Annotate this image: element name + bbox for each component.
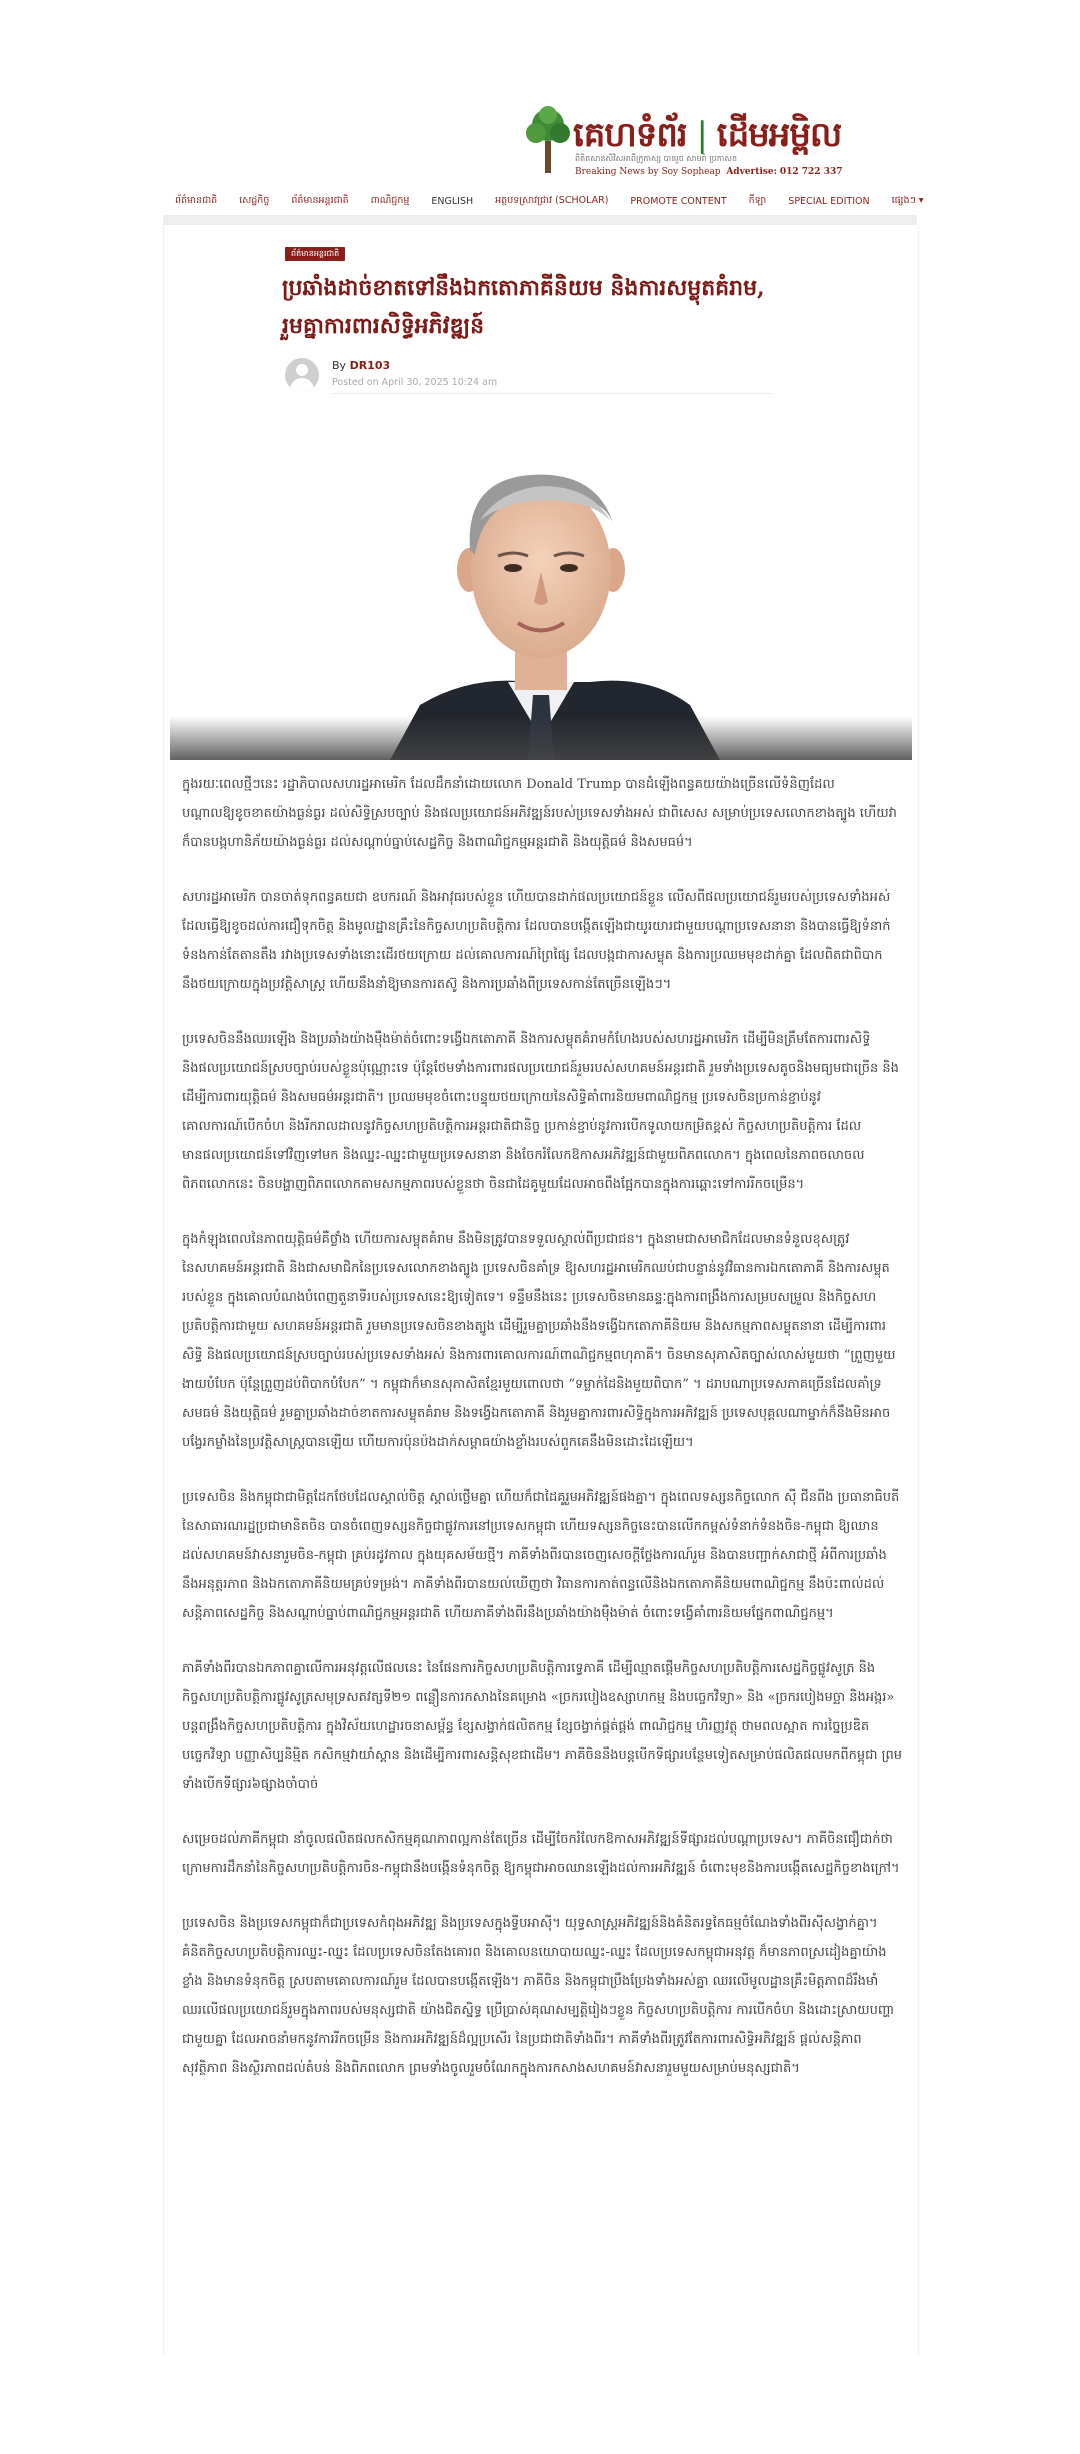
article-paragraph: ភាគីទាំងពីរបានឯកភាពគ្នាលើការអនុវត្តលើផលនេះ នៃផែនការកិច្ចសហប្រតិបត្តិការទ្វេភាគី ដើម្បីឈ្មាតផ្ដើមកិច្ចសហប្រតិបត្តិការសេដ្ឋកិច្ចផ្លូវសូត្រ និងកិច្ចសហប្រតិបត្តិការផ្លូវសូត្រសមុទ្រសតវត្សទី២១ ពន្លឿនការកសាងនៃគម្រោង «ច្រករបៀងឧស្សាហកម្ម និងបច្ចេកវិទ្យា» និង «ច្រករបៀងមច្ឆា និងអង្ករ» បន្តពង្រឹងកិច្ចសហប្រតិបត្តិការ ក្នុងវិស័យហេដ្ឋារចនាសម្ព័ន្ធ ខ្សែសង្វាក់ផលិតកម្ម ខ្សែចង្វាក់ផ្គត់ផ្គង់ ពាណិជ្ជកម្ម ហិរញ្ញវត្ថុ ថាមពលស្អាត ការច្នៃប្រឌិតបច្ចេកវិទ្យា បញ្ញាសិប្បនិម្មិត កសិកម្មវាយាំស្តាន និងដើម្បីការពារសន្តិសុខជាដើម។ ភាគីចិននឹងបន្តបើកទីផ្សារបន្ថែមទៀតសម្រាប់ផលិតផលមកពីកម្ពុជា ព្រមទាំងបើកទីផ្សារ៦ផ្សាងចាំបាច់ bbox=[182, 1661, 902, 1792]
main-nav bbox=[175, 190, 924, 212]
byline bbox=[332, 359, 390, 372]
article-paragraph: ប្រទេសចិន និងប្រទេសកម្ពុជាក៏ជាប្រទេសកំពុងអភិវឌ្ឍ និងប្រទេសក្នុងទ្វីបអាស៊ី។ យុទ្ធសាស្ត្រអភិវឌ្ឍន៍និងគំនិតរទ្ធកៃធម្មចំណែងទាំងពីរស៊ីសង្វាក់គ្នា។ គំនិតកិច្ចសហប្រតិបត្តិការឈ្នះ-ឈ្នះ ដែលប្រទេសចិនតែងគោរព និងគោលនយោបាយឈ្នះ-ឈ្នះ ដែលប្រទេសកម្ពុជាអនុវត្ត ក៏មានភាពស្រដៀងគ្នាយ៉ាងខ្លាំង និងមានទំនុកចិត្ត ស្របតាមគោលការណ៍រួម ដែលបានបង្កើតឡើង។ ភាគីចិន និងកម្ពុជាប្រឹងប្រែងទាំងអស់គ្នា ឈរលើមូលដ្ឋានគ្រឹះមិត្តភាពដ៏រឹងមាំ ឈរលើផលប្រយោជន៍រួមក្នុងភាពរបស់មនុស្សជាតិ យ៉ាងជិតស្និទ្ធ ប្រើប្រាស់គុណសម្បត្តិរៀងៗខ្លួន កិច្ចសហប្រតិបត្តិការ ការបើកចំហ និងដោះស្រាយបញ្ហាជាមួយគ្នា ដែលអាចនាំមកនូវការរីកចម្រើន និងការអភិវឌ្ឍន៍ដ៏ល្អប្រសើរ នៃប្រជាជាតិទាំងពីរ។ ភាគីទាំងពីរត្រូវតែការពារសិទ្ធិអភិវឌ្ឍន៍ ផ្ដល់សន្តិភាព សុវត្ថិភាព និងស្ថិរភាពដល់តំបន់ និងពិភពលោក ព្រមទាំងចូលរួមចំណែកក្នុងការកសាងសហគមន៍វាសនារួមមួយសម្រាប់មនុស្សជាតិ។ bbox=[182, 1916, 895, 2076]
nav-item[interactable]: ពាណិជ្ជកម្ម bbox=[370, 195, 410, 206]
page-footer-space bbox=[0, 2355, 1080, 2454]
author-link[interactable]: DR103 bbox=[349, 359, 391, 372]
by-label: By bbox=[332, 359, 347, 372]
logo-wordmark: គេហទំព័រ | ដើមអម្ពិល bbox=[573, 115, 842, 155]
nav-item[interactable]: ENGLISH bbox=[431, 195, 474, 207]
site-logo[interactable] bbox=[525, 105, 843, 185]
tree-logo-icon bbox=[525, 105, 571, 175]
article-paragraph: ក្នុងកំឡុងពេលនៃភាពយុត្តិធម៌គឺថ្លាំង ហើយការសម្លុតគំរាម នឹងមិនត្រូវបានទទួលស្គាល់ពីប្រជាជន។ ក្នុងនាមជាសមាជិកដែលមានទំនួលខុសត្រូវ នៃសហគមន៍អន្តរជាតិ និងជាសមាជិកនៃប្រទេសលោកខាងត្បូង ប្រទេសចិនគាំទ្រ ឱ្យសហរដ្ឋអាមេរិកឈប់ជាបន្ទាន់នូវវិធានការឯកតោភាគី និងការសម្លុតរបស់ខ្លួន ក្នុងគោលបំណងបំពេញតួនាទីរបស់ប្រទេសនេះឱ្យទៀតទេ។ ទន្ទឹមនឹងនេះ ប្រទេសចិនមានឆន្ទៈក្នុងការពង្រឹងការសម្របសម្រួល និងកិច្ចសហប្រតិបត្តិការជាមួយ សហគមន៍អន្តរជាតិ រួមមានប្រទេសចិនខាងត្បូង ដើម្បីរួមគ្នាប្រឆាំងនឹងទង្វើឯកតោភាគីនិយម និងសកម្មភាពសម្លុតនានា ដើម្បីការពារសិទ្ធិ និងផលប្រយោជន៍ស្របច្បាប់របស់ប្រទេសទាំងអស់ និងការពារគោលការណ៍ពាណិជ្ជកម្មពហុភាគី។ ចិនមានសុភាសិតច្បាស់លាស់មួយថា “ព្រួញមួយងាយបំបែក ប៉ុន្តែព្រួញដប់ពិបាកបំបែក” ។ កម្ពុជាក៏មានសុភាសិតខ្មែរមួយពោលថា “ទម្លាក់ដៃនិងមួយពិបាក” ។ ដរាបណាប្រទេសភាគច្រើនដែលគាំទ្រសមធម៌ និងយុត្តិធម៌ រួមគ្នាប្រឆាំងដាច់ខាតការសម្លុតគំរាម និងទង្វើឯកតោភាគី និងរួមគ្នាការពារសិទ្ធិក្នុងការអភិវឌ្ឍន៍ ប្រទេសបុគ្គលណាម្នាក់ក៏នឹងមិនអាចបង្វែរកម្លាំងនៃប្រវត្តិសាស្ត្របានឡើយ ហើយការប៉ុនប៉ងដាក់សម្ពាធយ៉ាងខ្លាំងរបស់ពួកគេនឹងមិនដោះដៃឡើយ។ bbox=[182, 1232, 896, 1450]
meta-divider bbox=[332, 393, 772, 394]
category-badge[interactable]: ព័ត៌មានអន្តរជាតិ bbox=[285, 247, 345, 261]
site-header bbox=[0, 0, 1080, 220]
article-body bbox=[182, 770, 902, 2310]
article-paragraph: ក្នុងរយៈពេលថ្មីៗនេះ រដ្ឋាភិបាលសហរដ្ឋអាមេរិក ដែលដឹកនាំដោយលោក Donald Trump បានដំឡើងពន្ធគយយ៉ាងច្រើនលើទំនិញដែលបណ្ដាលឱ្យខូចខាតយ៉ាងធ្ងន់ធ្ងរ ដល់សិទ្ធិស្របច្បាប់ និងផលប្រយោជន៍អភិវឌ្ឍន៍របស់ប្រទេសទាំងអស់ ជាពិសេស សម្រាប់ប្រទេសលោកខាងត្បូង ហើយវាក៏បានបង្កហានិភ័យយ៉ាងធ្ងន់ធ្ងរ ដល់សណ្ដាប់ធ្នាប់សេដ្ឋកិច្ច និងពាណិជ្ជកម្មអន្តរជាតិ និងយុត្តិធម៌ និងសមធម៌។ bbox=[182, 777, 897, 850]
nav-item[interactable]: សេដ្ឋកិច្ច bbox=[239, 195, 270, 206]
nav-item[interactable]: ផ្សេងៗ ▾ bbox=[891, 195, 924, 206]
nav-item[interactable]: អត្ថបទស្រាវជ្រាវ (SCHOLAR) bbox=[495, 195, 609, 206]
logo-tagline: Breaking News by Soy Sopheap Advertise: 012 722 337 bbox=[575, 167, 843, 177]
nav-item[interactable]: SPECIAL EDITION bbox=[788, 195, 870, 207]
featured-photo bbox=[170, 420, 912, 760]
portrait-image bbox=[170, 420, 912, 760]
article-paragraph: ប្រទេសចិននឹងឈរឡើង និងប្រឆាំងយ៉ាងម៉ឺងម៉ាត់ចំពោះទង្វើឯកតោភាគី និងការសម្លុតគំរាមកំហែងរបស់សហរដ្ឋអាមេរិក ដើម្បីមិនត្រឹមតែការពារសិទ្ធិ និងផលប្រយោជន៍ស្របច្បាប់របស់ខ្លួនប៉ុណ្ណោះទេ ប៉ុន្តែថែមទាំងការពារផលប្រយោជន៍រួមរបស់សហគមន៍អន្តរជាតិ រួមទាំងប្រទេសតូចនិងមធ្យមជាច្រើន និងដើម្បីការពារយុត្តិធម៌ និងសមធម៌អន្តរជាតិ។ ប្រឈមមុខចំពោះបន្ទុយថយក្រោយនៃសិទ្ធិគាំពារនិយមពាណិជ្ជកម្ម ប្រទេសចិនប្រកាន់ខ្ជាប់នូវគោលការណ៍បើកចំហ និងរីករាលដាលនូវកិច្ចសហប្រតិបត្តិការអន្តរជាតិជានិច្ច ប្រកាន់ខ្ជាប់នូវការបើកទូលាយកម្រិតខ្ពស់ កិច្ចសហប្រតិបត្តិការ ដែលមានផលប្រយោជន៍ទៅវិញទៅមក និងឈ្នះ-ឈ្នះជាមួយប្រទេសនានា និងចែករំលែកឱកាសអភិវឌ្ឍន៍ជាមួយពិភពលោក។ ក្នុងពេលនៃភាពចលាចលពិភពលោកនេះ ចិនបង្ហាញពិភពលោកតាមសកម្មភាពរបស់ខ្លួនថា ចិនជាដៃគូមួយដែលអាចពឹងផ្អែកបានក្នុងការឆ្ពោះទៅការរីកចម្រើន។ bbox=[182, 1032, 899, 1192]
article-paragraph: សហរដ្ឋអាមេរិក បានចាត់ទុកពន្ធគយជា ឧបករណ៍ និងអាវុធរបស់ខ្លួន ហើយបានដាក់ផលប្រយោជន៍ខ្លួន លើសពីផលប្រយោជន៍រួមរបស់ប្រទេសទាំងអស់ ដែលធ្វើឱ្យខូចដល់ការជឿទុកចិត្ត និងមូលដ្ឋានគ្រឹះនៃកិច្ចសហប្រតិបត្តិការ ដែលបានបង្កើតឡើងជាយូរយារជាមួយបណ្ដាប្រទេសនានា និងបានធ្វើឱ្យទំនាក់ទំនងកាន់តែតានតឹង រវាងប្រទេសទាំងនោះដើរថយក្រោយ ដល់គោលការណ៍ព្រៃផ្សៃ ដែលបង្កជាការសម្លុត និងការប្រឈមមុខដាក់គ្នា ដែលពិតជាពិបាកនឹងថយក្រោយក្នុងប្រវត្តិសាស្ត្រ ហើយនឹងនាំឱ្យមានការតស៊ូ និងការប្រឆាំងពីប្រទេសកាន់តែច្រើនឡើងៗ។ bbox=[182, 890, 891, 992]
logo-subtitle: ពិតិតសានសិវិសអាពីក្រូកាស្ស បានរួច សាមរាំ ប្រកាសខ bbox=[575, 154, 738, 163]
article-title: ប្រឆាំងដាច់ខាតទៅនឹងឯកតោភាគីនិយម និងការសម្លុតគំរាម, រួមគ្នាការពារសិទ្ធិអភិវឌ្ឍន៍ bbox=[282, 275, 765, 339]
post-date: Posted on April 30, 2025 10:24 am bbox=[332, 377, 498, 388]
nav-item[interactable]: ព័ត៌មានអន្តរជាតិ bbox=[291, 195, 349, 206]
header-divider bbox=[163, 215, 917, 225]
nav-item[interactable]: PROMOTE CONTENT bbox=[630, 195, 727, 207]
avatar bbox=[285, 358, 319, 392]
nav-item[interactable]: កីឡា bbox=[748, 195, 767, 206]
article bbox=[163, 225, 919, 2355]
nav-item[interactable]: ព័ត៌មានជាតិ bbox=[175, 195, 218, 206]
article-paragraph: សម្រេចដល់ភាគីកម្ពុជា នាំចូលផលិតផលកសិកម្មគុណភាពល្អកាន់តែច្រើន ដើម្បីចែករំលែកឱកាសអភិវឌ្ឍន៍ទីផ្សារដល់បណ្ដាប្រទេស។ ភាគីចិនជឿជាក់ថា ក្រោមការដឹកនាំនៃកិច្ចសហប្រតិបត្តិការចិន-កម្ពុជានឹងបង្កើនទំនុកចិត្ត ឱ្យកម្ពុជាអាចឈានឡើងដល់ការអភិវឌ្ឍន៍ ចំពោះមុខនិងការបង្កើតសេដ្ឋកិច្ចខាងក្រៅ។ bbox=[182, 1832, 900, 1876]
article-paragraph: ប្រទេសចិន និងកម្ពុជាជាមិត្តដែកថែបដែលស្គាល់ចិត្ត ស្គាល់ថ្លើមគ្នា ហើយក៏ជាដៃគូរួមអភិវឌ្ឍន៍ផងគ្នា។ ក្នុងពេលទស្សនកិច្ចលោក ស៊ី ជីនពីង ប្រធានាធិបតីនៃសាធារណរដ្ឋប្រជាមានិតចិន បានចំពេញទស្សនកិច្ចជាផ្លូវការនៅប្រទេសកម្ពុជា ហើយទស្សនកិច្ចនេះបានលើកកម្ពស់ទំនាក់ទំនងចិន-កម្ពុជា ឱ្យឈានដល់សហគមន៍វាសនារួមចិន-កម្ពុជា គ្រប់រដូវកាល ក្នុងយុគសម័យថ្មី។ ភាគីទាំងពីរបានចេញសេចក្ដីថ្លែងការណ៍រួម និងបានបញ្ជាក់សាជាថ្មី អំពីការប្រឆាំងនឹងអនុត្តរភាព និងឯកតោភាគីនិយមគ្រប់ទម្រង់។ ភាគីទាំងពីរបានយល់ឃើញថា វិធានការកាត់ពន្ធលើនិងឯកតោភាគីនិយមពាណិជ្ជកម្ម នឹងប៉ះពាល់ដល់សន្តិភាពសេដ្ឋកិច្ច និងសណ្ដាប់ធ្នាប់ពាណិជ្ជកម្មអន្តរជាតិ ហើយភាគីទាំងពីរនឹងប្រឆាំងយ៉ាងម៉ឺងម៉ាត់ ចំពោះទង្វើគាំពារនិយមផ្នែកពាណិជ្ជកម្ម។ bbox=[182, 1490, 900, 1621]
